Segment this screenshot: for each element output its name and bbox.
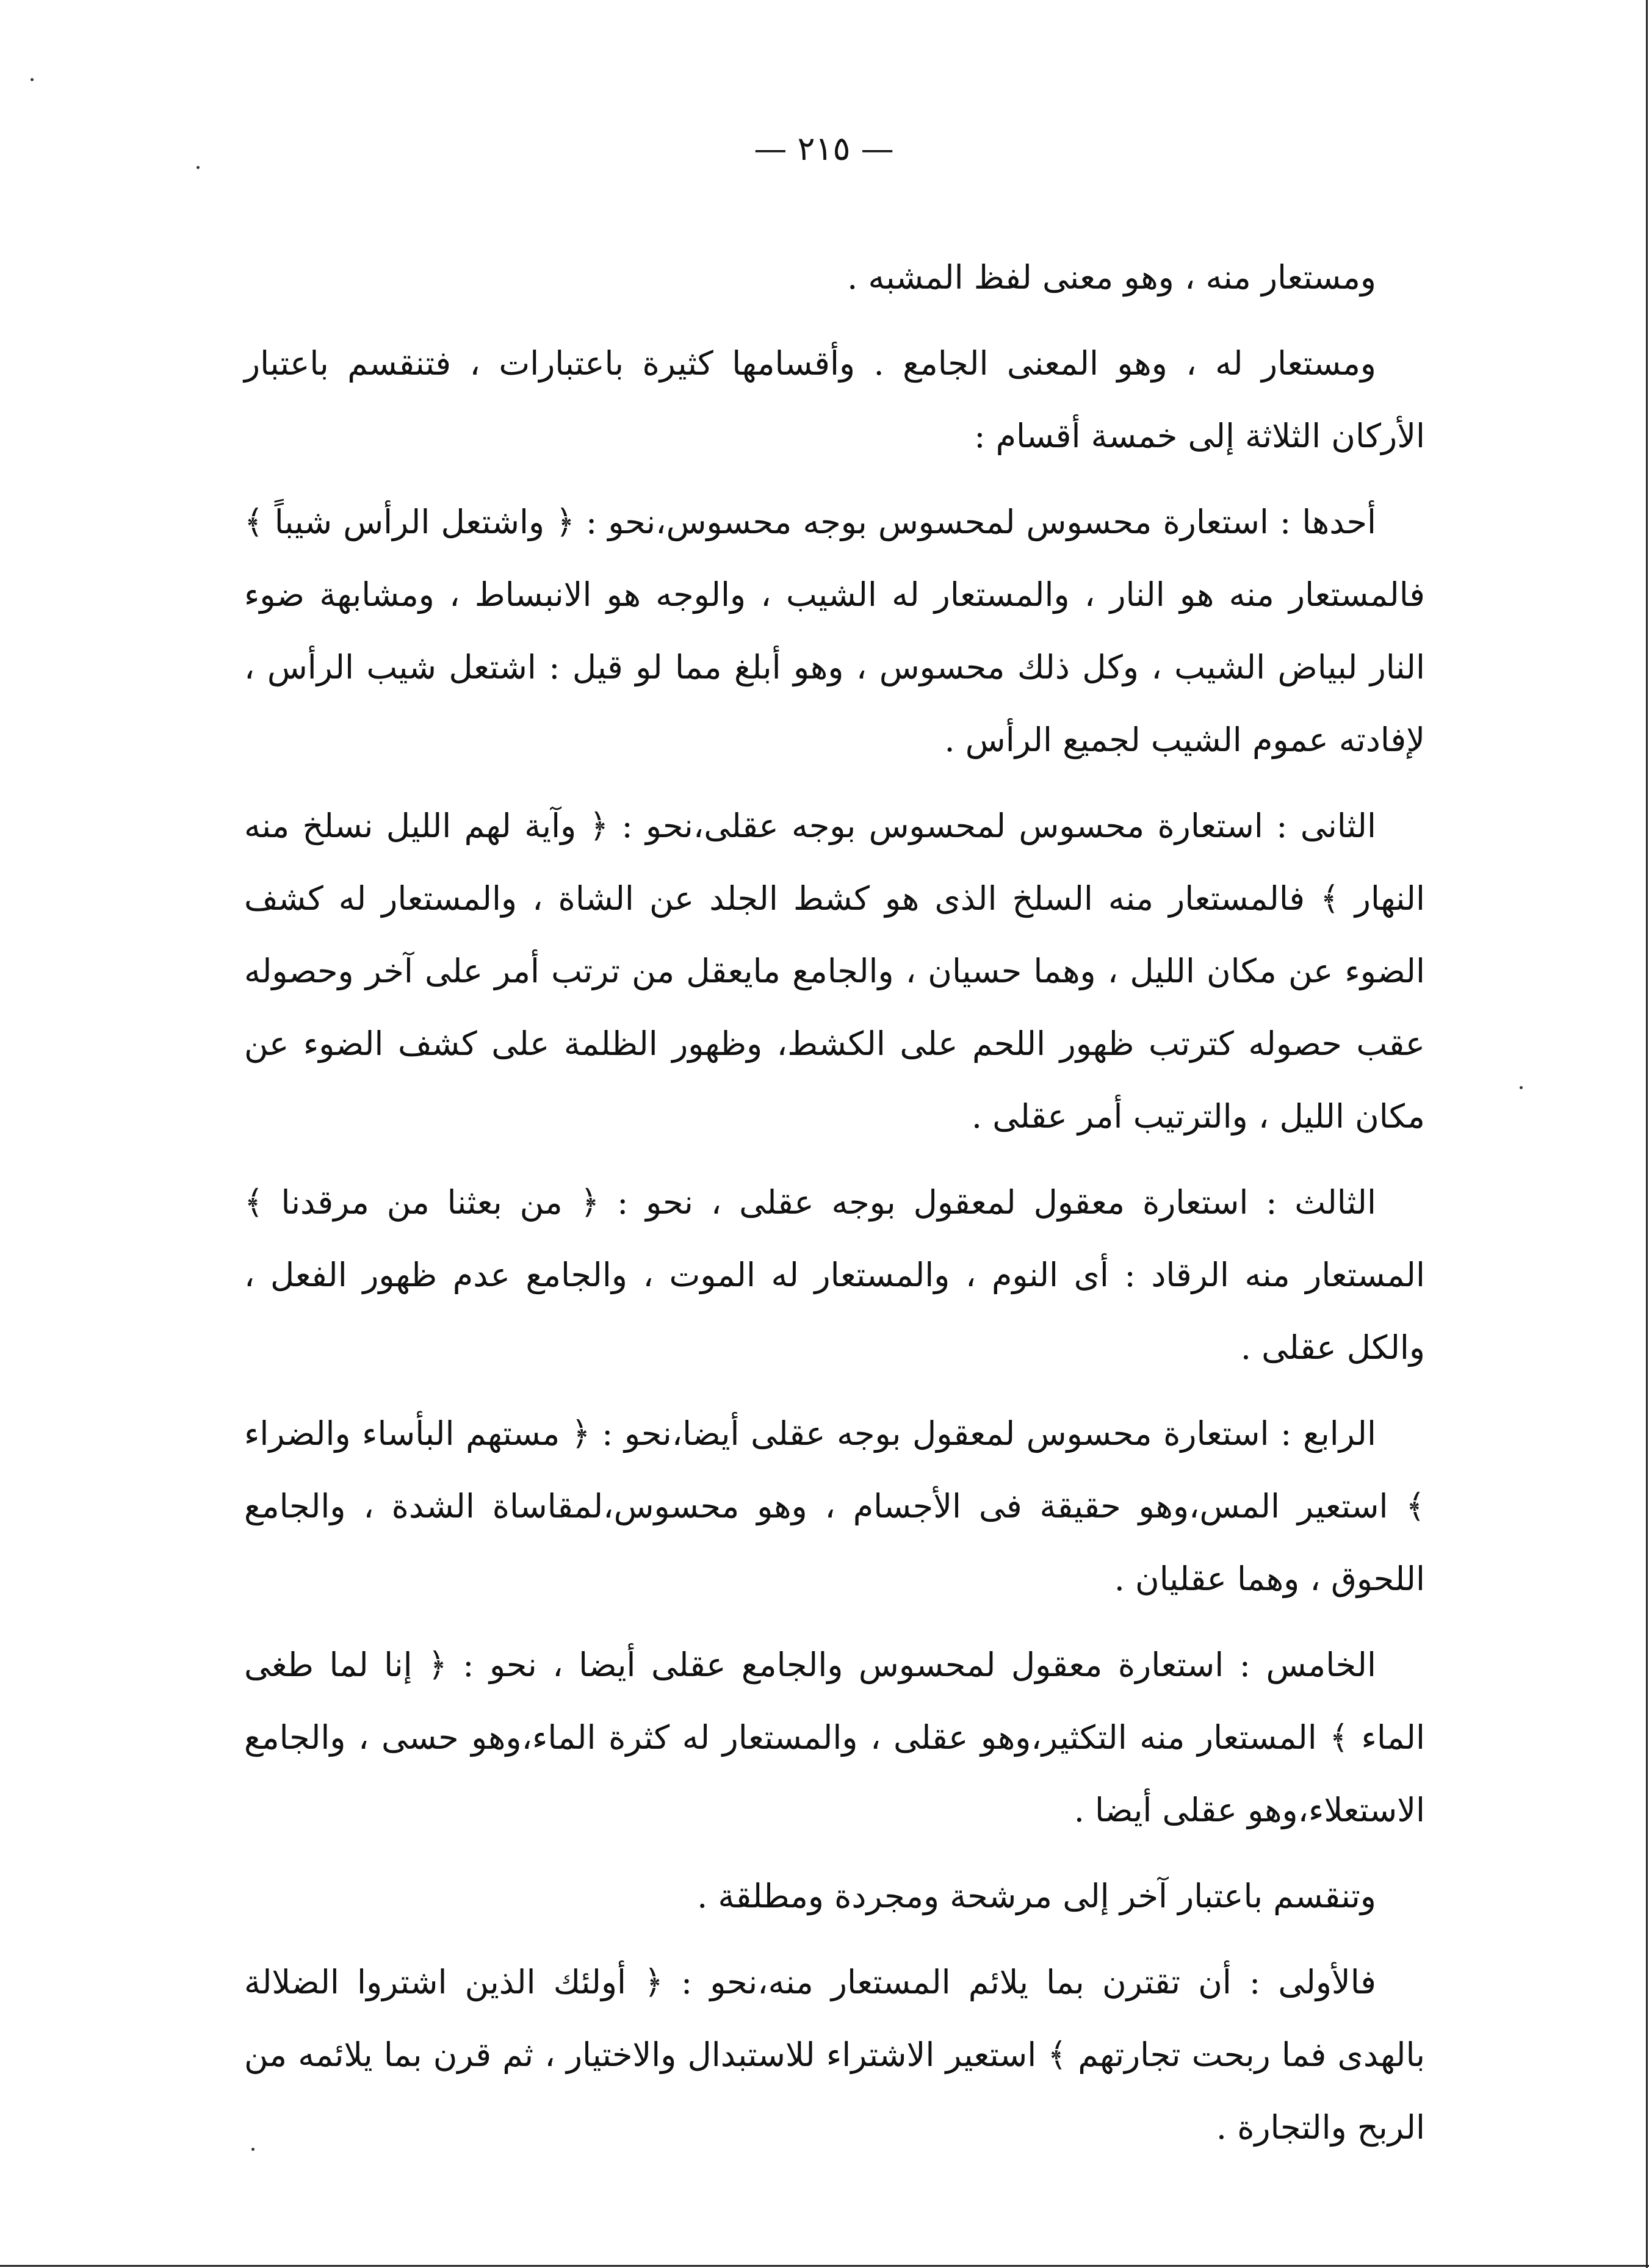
paragraph-fourth-type: الرابع : استعارة محسوس لمعقول بوجه عقلى أيضا،نحو : ﴿ مستهم البأساء والضراء ﴾ استعير المس،وهو حقيقة فى الأجسام ، وهو محسوس،لمقاساة الشدة ، والجامع اللحوق ، وهما عقليان . (244, 1414, 1425, 1598)
paragraph-fifth-type: الخامس : استعارة معقول لمحسوس والجامع عقلى أيضا ، نحو : ﴿ إنا لما طغى الماء ﴾ المستعار منه التكثير،وهو عقلى ، والمستعار له كثرة الماء،وهو حسى ، والجامع الاستعلاء،وهو عقلى أيضا . (244, 1646, 1425, 1829)
page-number: — ٢١٥ — (754, 129, 894, 168)
paragraph-first-type: أحدها : استعارة محسوس لمحسوس بوجه محسوس،نحو : ﴿ واشتعل الرأس شيباً ﴾ فالمستعار منه هو النار ، والمستعار له الشيب ، والوجه هو الانبساط ، ومشابهة ضوء النار لبياض الشيب ، وكل ذلك محسوس ، وهو أبلغ مما لو قيل : اشتعل شيب الرأس ، لإفادته عموم الشيب لجميع الرأس . (244, 503, 1425, 759)
body-text (244, 241, 1425, 2177)
page-edge-right (1646, 0, 1648, 2268)
scan-speck (197, 166, 200, 169)
scan-speck (31, 78, 34, 81)
paragraph-mustaar-minhu: ومستعار منه ، وهو معنى لفظ المشبه . (847, 258, 1376, 297)
paragraph-other-division: وتنقسم باعتبار آخر إلى مرشحة ومجردة ومطلقة . (697, 1877, 1376, 1915)
page-edge-bottom (0, 2265, 1649, 2267)
paragraph-second-type: الثانى : استعارة محسوس لمحسوس بوجه عقلى،نحو : ﴿ وآية لهم الليل نسلخ منه النهار ﴾ فالمستعار منه السلخ الذى هو كشط الجلد عن الشاة ، والمستعار له كشف الضوء عن مكان الليل ، وهما حسيان ، والجامع مايعقل من ترتب أمر على آخر وحصوله عقب حصوله كترتب ظهور اللحم على الكشط، وظهور الظلمة على كشف الضوء عن مكان الليل ، والترتيب أمر عقلى . (244, 807, 1425, 1136)
paragraph-third-type: الثالث : استعارة معقول لمعقول بوجه عقلى ، نحو : ﴿ من بعثنا من مرقدنا ﴾ المستعار منه الرقاد : أى النوم ، والمستعار له الموت ، والجامع عدم ظهور الفعل ، والكل عقلى . (244, 1183, 1425, 1367)
scan-speck (1520, 1086, 1523, 1089)
paragraph-mustaar-lahu: ومستعار له ، وهو المعنى الجامع . وأقسامها كثيرة باعتبارات ، فتنقسم باعتبار الأركان الثلاثة إلى خمسة أقسام : (244, 344, 1425, 455)
paragraph-murashshaha: فالأولى : أن تقترن بما يلائم المستعار منه،نحو : ﴿ أولئك الذين اشتروا الضلالة بالهدى فما ربحت تجارتهم ﴾ استعير الاشتراء للاستبدال والاختيار ، ثم قرن بما يلائمه من الربح والتجارة . (244, 1963, 1425, 2147)
